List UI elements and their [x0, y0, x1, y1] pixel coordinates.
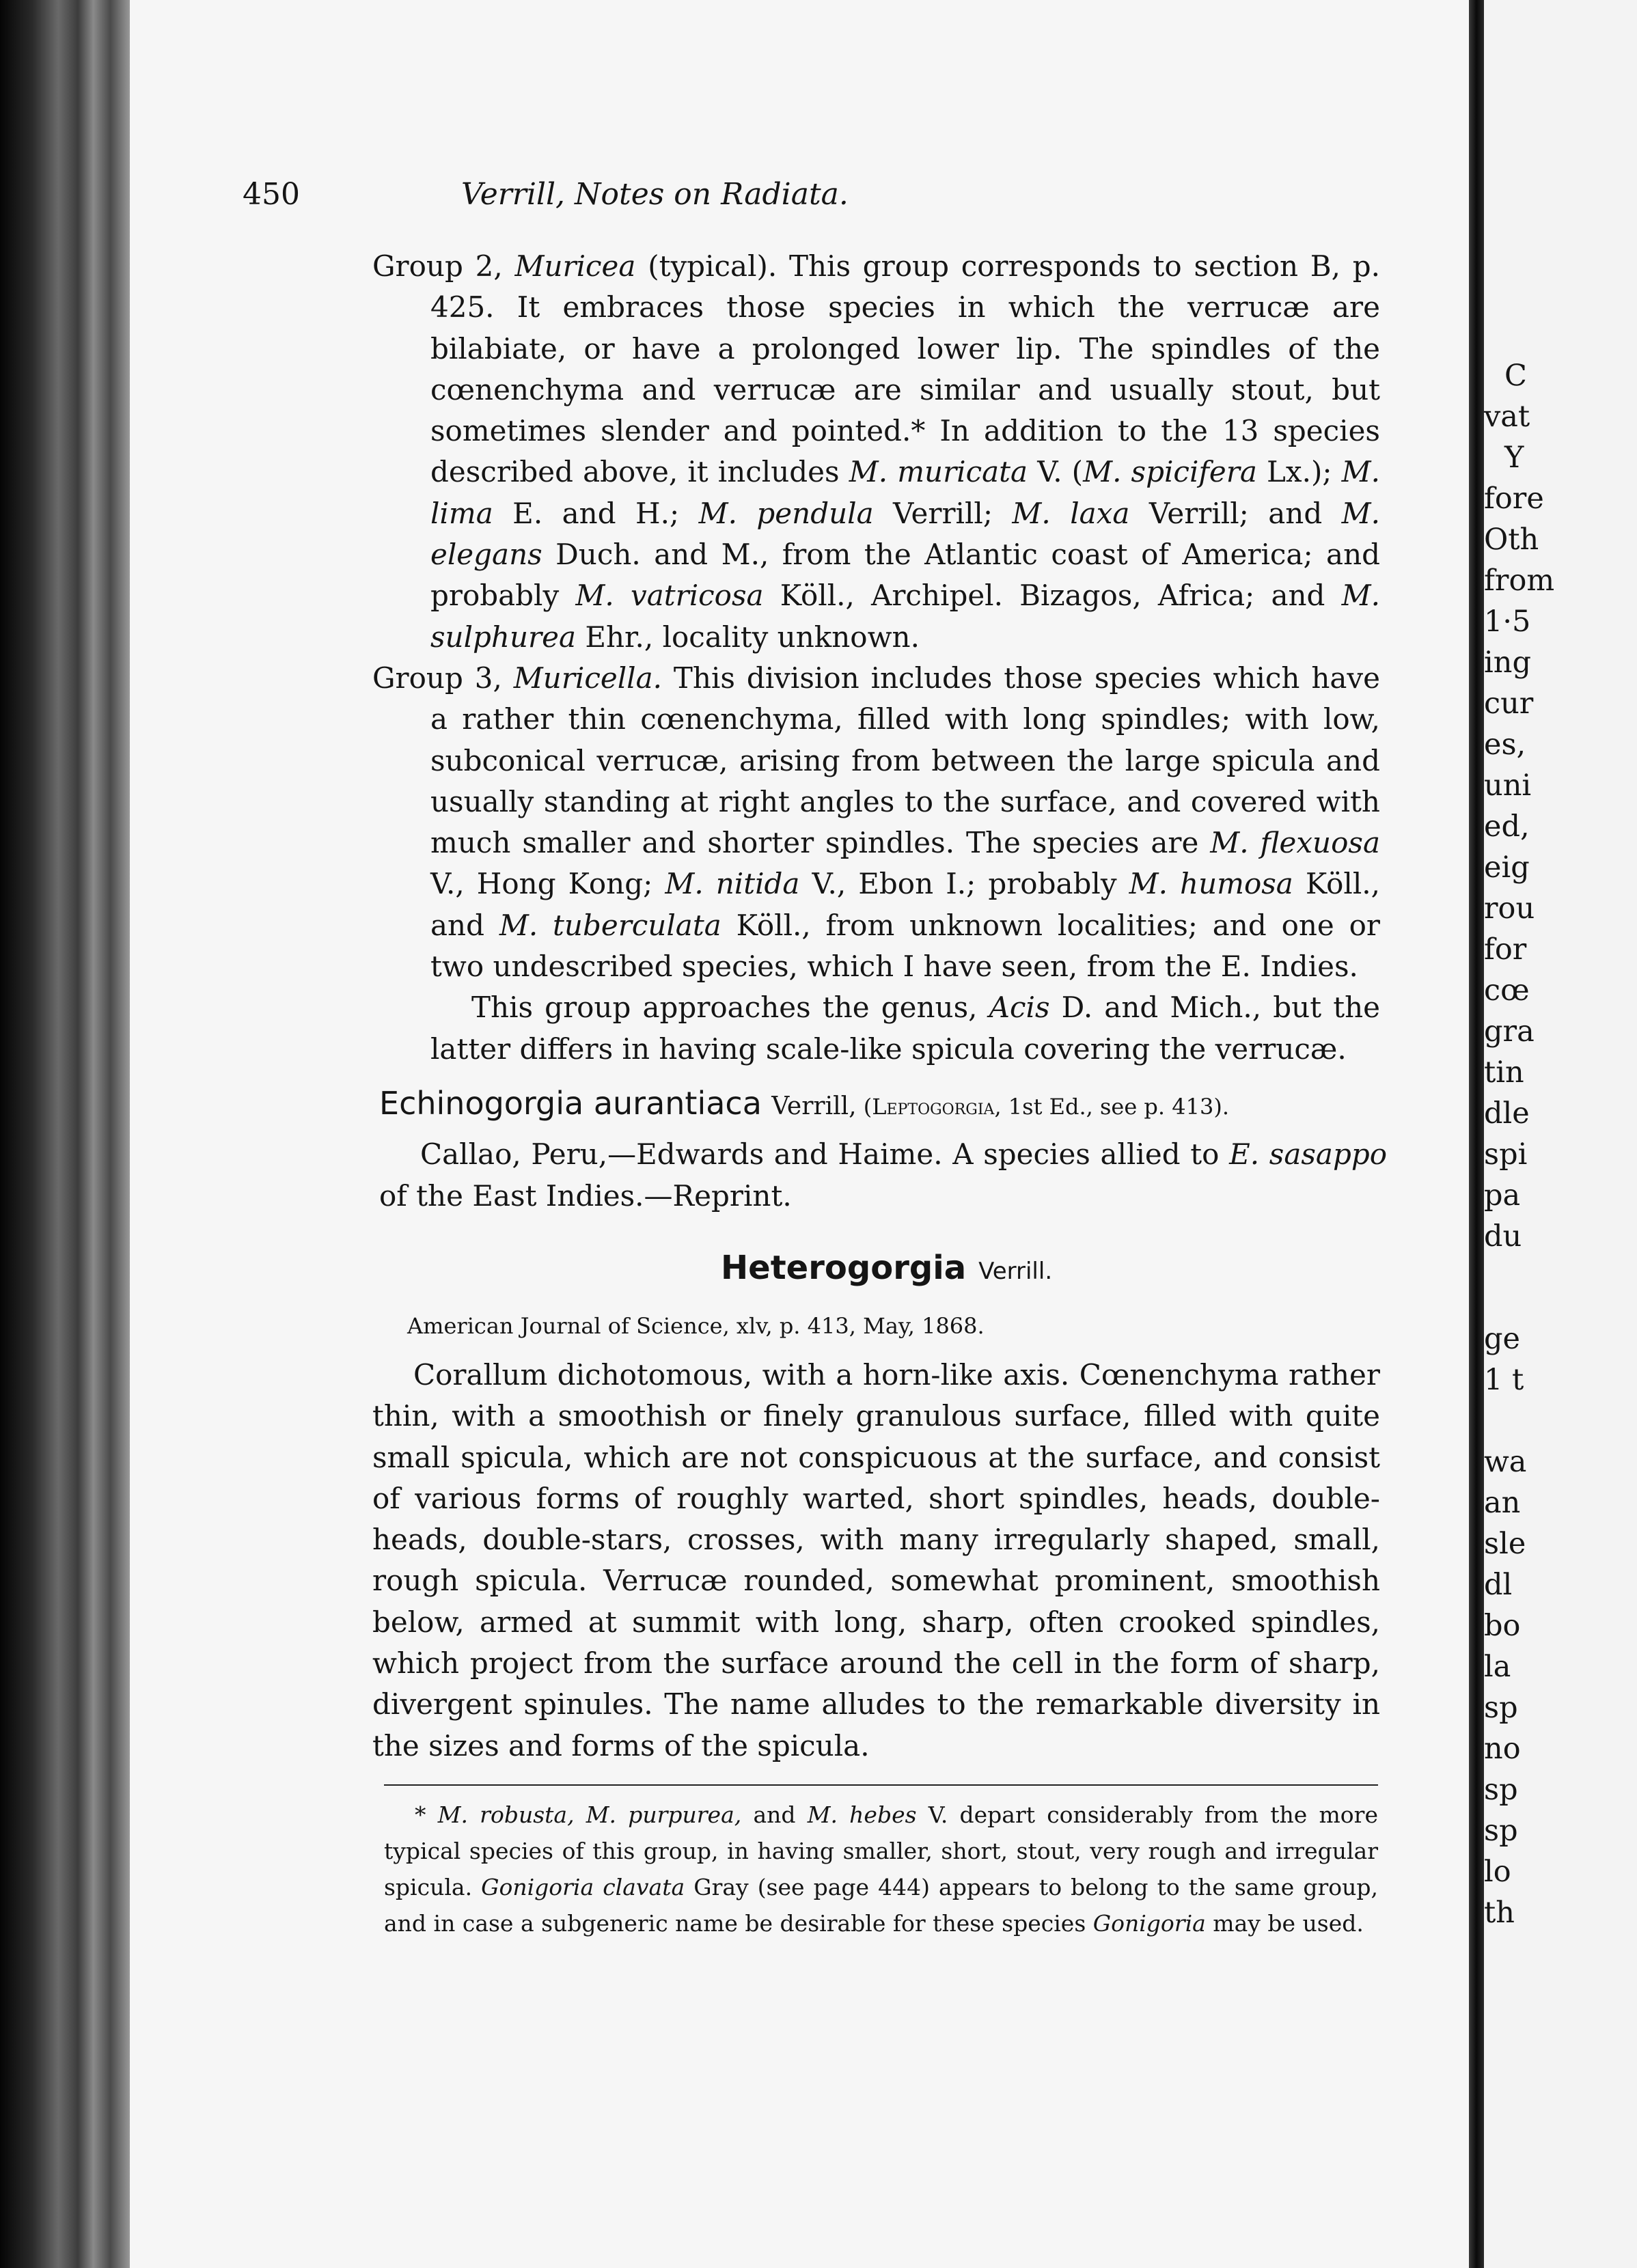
group3-name: Muricella.	[513, 661, 662, 695]
book-binding-gutter	[0, 0, 130, 2268]
heterogorgia-name: Heterogorgia	[721, 1249, 967, 1287]
echinogorgia-locality: Callao, Peru,—Edwards and Haime. A species allied to E. sasappo of the East Indies.—Reprint.	[379, 1137, 1388, 1213]
next-page-fragment: vat	[1484, 400, 1530, 434]
next-page-fragment: rou	[1484, 891, 1535, 926]
page-edge-gutter	[1469, 0, 1484, 2268]
heterogorgia-citation: American Journal of Science, xlv, p. 413, May, 1868.	[407, 1313, 985, 1339]
next-page-fragment: fore	[1484, 482, 1544, 516]
heterogorgia-description: Corallum dichotomous, with a horn-like axis. Cœnenchyma rather thin, with a smoothish or finely granulous surface, filled with quite small spicula, which are not conspicuous at the surface, and consist of various forms of roughly warted, short spindles, heads, double-heads, double-stars, crosses, with many irregularly shaped, small, rough spicula. Verrucæ rounded, somewhat prominent, smoothish below, armed at summit with long, sharp, often crooked spindles, which project from the surface around the cell in the form of sharp, divergent spinules. The name alludes to the remarkable diversity in the sizes and forms of the spicula.	[372, 1358, 1380, 1762]
next-page-fragment: gra	[1484, 1014, 1535, 1049]
echinogorgia-section	[379, 1083, 1387, 1217]
next-page-fragment: sle	[1484, 1527, 1526, 1561]
next-page-fragment: ge	[1484, 1322, 1520, 1356]
next-page-fragment: for	[1484, 932, 1527, 967]
heterogorgia-description-block	[372, 1355, 1380, 1767]
next-page-fragment: cœ	[1484, 973, 1530, 1008]
page-number: 450	[243, 177, 300, 212]
next-page-fragment: bo	[1484, 1609, 1521, 1643]
next-page-fragment: from	[1484, 564, 1555, 598]
heterogorgia-heading: Heterogorgia Verrill.	[721, 1249, 1053, 1287]
next-page-fragment: eig	[1484, 850, 1530, 885]
group2-paragraph: Group 2, Muricea (typical). This group corresponds to section B, p. 425. It embraces those species in which the verrucæ are bilabiate, or have a prolonged lower lip. The spindles of the cœnenchyma and verrucæ are similar and usually stout, but sometimes slender and pointed.* In addition to the 13 species described above, it includes M. muricata V. (M. spicifera Lx.); M. lima E. and H.; M. pendula Verrill; M. laxa Verrill; and M. elegans Duch. and M., from the Atlantic coast of America; and probably M. vatricosa Köll., Archipel. Bizagos, Africa; and M. sulphurea Ehr., locality unknown.	[372, 249, 1381, 654]
footnote-text: * M. robusta, M. purpurea, and M. hebes V. depart considerably from the more typical species of this group, in having smaller, short, stout, very rough and irregular spicula. Gonigoria clavata Gray (see page 444) appears to belong to the same group, and in case a subgeneric name be desirable for these species Gonigoria may be used.	[384, 1801, 1378, 1937]
running-title: Verrill, Notes on Radiata.	[461, 177, 849, 212]
next-page-fragment: pa	[1484, 1178, 1521, 1213]
next-page-fragment: ed,	[1484, 810, 1530, 844]
next-page-fragment: dl	[1484, 1568, 1513, 1602]
group2-name: Muricea	[514, 249, 636, 283]
next-page-fragment: du	[1484, 1219, 1522, 1254]
acis-paragraph: This group approaches the genus, Acis D. and Mich., but the latter differs in having scale-like spicula covering the verrucæ.	[430, 991, 1380, 1066]
footnote	[384, 1797, 1378, 1941]
group3-paragraph: Group 3, Muricella. This division includes those species which have a rather thin cœnenchyma, filled with long spindles; with low, subconical verrucæ, arising from between the large spicula and usually standing at right angles to the surface, and covered with much smaller and shorter spindles. The species are M. flexuosa V., Hong Kong; M. nitida V., Ebon I.; probably M. humosa Köll., and M. tuberculata Köll., from unknown localities; and one or two undescribed species, which I have seen, from the E. Indies.	[372, 661, 1380, 984]
next-page-fragment: lo	[1484, 1855, 1511, 1889]
next-page-fragment: tin	[1484, 1055, 1524, 1090]
next-page-fragment: sp	[1484, 1691, 1518, 1725]
next-page-fragment: sp	[1484, 1814, 1518, 1848]
next-page-fragment: Y	[1504, 441, 1524, 475]
next-page-fragment: no	[1484, 1732, 1521, 1766]
next-page-fragment: ing	[1484, 646, 1531, 680]
echinogorgia-name: Echinogorgia aurantiaca	[379, 1085, 762, 1122]
next-page-fragment: an	[1484, 1486, 1521, 1520]
next-page-fragment: sp	[1484, 1773, 1518, 1807]
next-page-fragment: la	[1484, 1650, 1511, 1684]
main-text-upper	[372, 246, 1380, 1070]
next-page-fragment: 1·5	[1484, 605, 1531, 639]
next-page-fragment: 1 t	[1484, 1363, 1524, 1397]
next-page-fragment: cur	[1484, 687, 1534, 721]
next-page-fragment: spi	[1484, 1137, 1528, 1172]
next-page-fragment: uni	[1484, 769, 1532, 803]
next-page-fragment: Oth	[1484, 523, 1539, 557]
next-page-fragment: th	[1484, 1896, 1515, 1930]
next-page-fragment: es,	[1484, 728, 1526, 762]
echinogorgia-heading: Echinogorgia aurantiaca Verrill, (Leptogorgia, 1st Ed., see p. 413).	[379, 1085, 1229, 1122]
adjacent-page-strip	[1484, 0, 1637, 2268]
next-page-fragment: C	[1504, 359, 1527, 393]
next-page-fragment: dle	[1484, 1096, 1530, 1131]
next-page-fragment: wa	[1484, 1445, 1527, 1479]
footnote-rule	[384, 1784, 1378, 1786]
